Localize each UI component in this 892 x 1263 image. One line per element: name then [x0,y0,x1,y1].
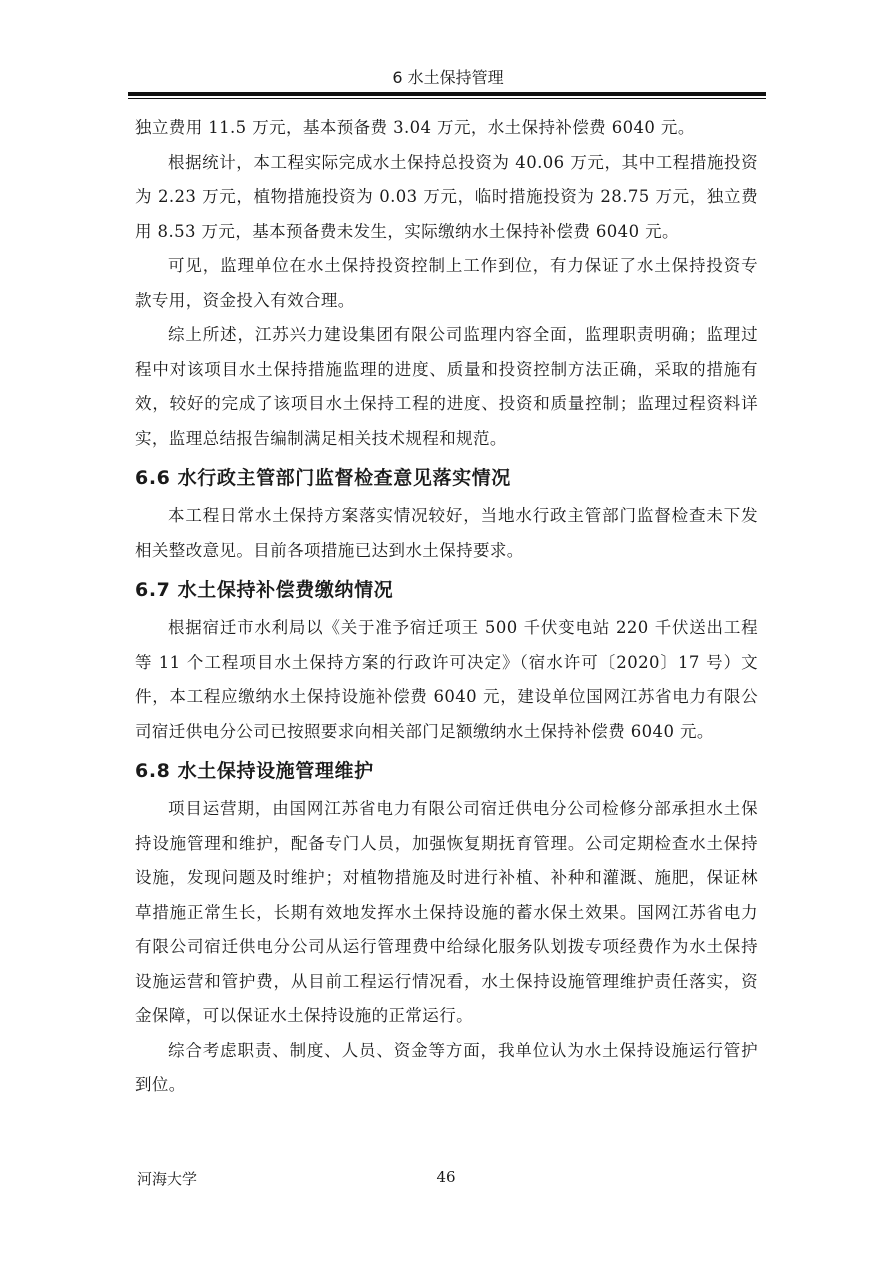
header-rule-thin [128,98,766,99]
paragraph-supervision-summary: 综上所述，江苏兴力建设集团有限公司监理内容全面，监理职责明确；监理过程中对该项目水土保持措施监理的进度、质量和投资控制方法正确，采取的措施有效，较好的完成了该项目水土保持工程的进度、投资和质量控制；监理过程资料详实，监理总结报告编制满足相关技术规程和规范。 [135,325,758,448]
paragraph-maintenance-conclusion: 综合考虑职责、制度、人员、资金等方面，我单位认为水土保持设施运行管护到位。 [135,1040,758,1094]
paragraph-supervision-inspection: 本工程日常水土保持方案落实情况较好，当地水行政主管部门监督检查未下发相关整改意见。目前各项措施已达到水土保持要求。 [135,506,758,560]
section-heading-6-8: 6.8 水土保持设施管理维护 [135,760,374,782]
document-body [135,111,758,1103]
paragraph-investment-control: 可见，监理单位在水土保持投资控制上工作到位，有力保证了水土保持投资专款专用，资金投入有效合理。 [135,256,758,310]
footer-institution: 河海大学 [137,1170,198,1188]
paragraph-continuation: 独立费用 11.5 万元，基本预备费 3.04 万元，水土保持补偿费 6040 元。 [135,118,695,137]
section-heading-6-7: 6.7 水土保持补偿费缴纳情况 [135,579,394,601]
paragraph-compensation-fee: 根据宿迁市水利局以《关于准予宿迁项王 500 千伏变电站 220 千伏送出工程等 11 个工程项目水土保持方案的行政许可决定》（宿水许可〔2020〕17 号）文件，本工程应缴纳水土保持设施补偿费 6040 元，建设单位国网江苏省电力有限公司宿迁供电分公司已按照要求向相关部门足额缴纳水土保持补偿费 6040 元。 [135,618,758,741]
header-rule-thick [128,92,766,96]
paragraph-investment-stats: 根据统计，本工程实际完成水土保持总投资为 40.06 万元，其中工程措施投资为 2.23 万元，植物措施投资为 0.03 万元，临时措施投资为 28.75 万元，独立费用 8.53 万元，基本预备费未发生，实际缴纳水土保持补偿费 6040 元。 [135,152,758,241]
paragraph-facility-maintenance: 项目运营期，由国网江苏省电力有限公司宿迁供电分公司检修分部承担水土保持设施管理和维护，配备专门人员，加强恢复期抚育管理。公司定期检查水土保持设施，发现问题及时维护；对植物措施及时进行补植、补种和灌溉、施肥，保证林草措施正常生长，长期有效地发挥水土保持设施的蓄水保土效果。国网江苏省电力有限公司宿迁供电分公司从运行管理费中给绿化服务队划拨专项经费作为水土保持设施运营和管护费，从目前工程运行情况看，水土保持设施管理维护责任落实，资金保障，可以保证水土保持设施的正常运行。 [135,799,758,1025]
section-heading-6-6: 6.6 水行政主管部门监督检查意见落实情况 [135,467,511,489]
running-header-title: 6 水土保持管理 [392,68,504,87]
page-number: 46 [436,1168,456,1186]
